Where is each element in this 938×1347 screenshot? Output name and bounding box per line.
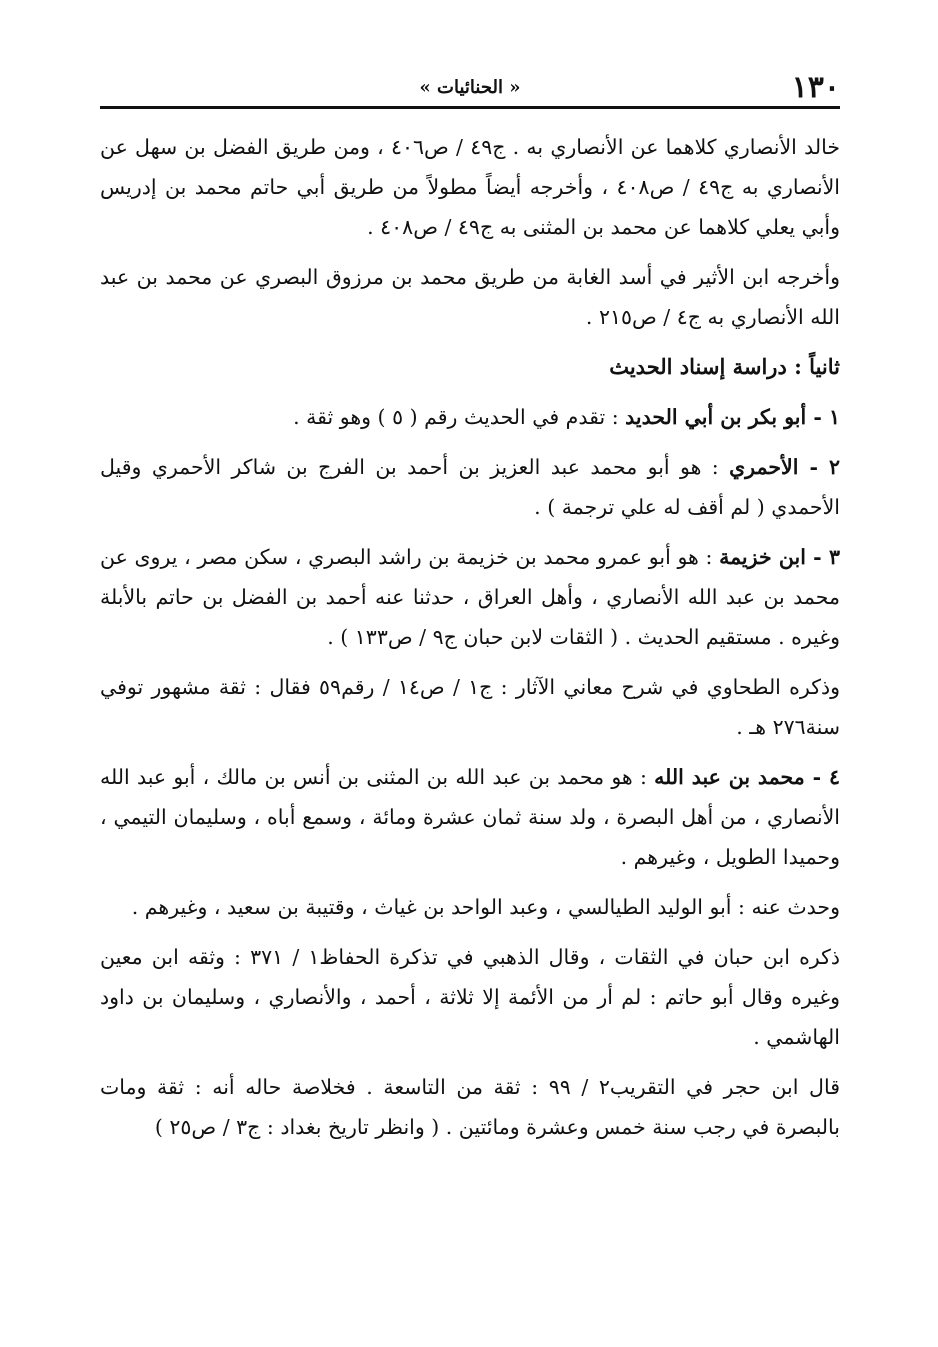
paragraph: قال ابن حجر في التقريب٢ / ٩٩ : ثقة من التاسعة . فخلاصة حاله أنه : ثقة ومات بالبصرة في رجب سنة خمس وعشرة ومائتين . ( وانظر تاريخ بغداد : ج٣ / ص٢٥ ) xyxy=(100,1075,840,1139)
section-heading: ثانياً : دراسة إسناد الحديث xyxy=(609,354,840,379)
narrator-entry-2 xyxy=(100,447,840,527)
narrator-entry-1 xyxy=(100,397,840,437)
narrator-text: : تقدم في الحديث رقم ( ٥ ) وهو ثقة . xyxy=(293,405,626,429)
running-title: « الحنائيات » xyxy=(419,77,521,98)
book-page xyxy=(100,70,840,1320)
narrator-text: : هو أبو عمرو محمد بن خزيمة بن راشد البصري ، سكن مصر ، يروى عن محمد بن عبد الله الأنصاري ، وأهل العراق ، حدثنا عنه أحمد بن الفضل بن حاتم بالأبلة وغيره . مستقيم الحديث . ( الثقات لابن حبان ج٩ / ص١٣٣ ) . xyxy=(100,545,840,649)
paragraph: خالد الأنصاري كلاهما عن الأنصاري به . ج٤٩ / ص٤٠٦ ، ومن طريق الفضل بن سهل عن الأنصاري به ج٤٩ / ص٤٠٨ ، وأخرجه أيضاً مطولاً من طريق أبي حاتم محمد بن إدريس وأبي يعلي كلاهما عن محمد بن المثنى به ج٤٩ / ص٤٠٨ . xyxy=(100,135,840,239)
page-header xyxy=(100,70,840,109)
narrator-name: ٣ - ابن خزيمة xyxy=(719,545,840,569)
narrator-name: ٢ - الأحمري xyxy=(729,455,840,479)
page-body xyxy=(100,127,840,1147)
paragraph: وأخرجه ابن الأثير في أسد الغابة من طريق محمد بن مرزوق البصري عن محمد بن عبد الله الأنصاري به ج٤ / ص٢١٥ . xyxy=(100,265,840,329)
paragraph: وحدث عنه : أبو الوليد الطيالسي ، وعبد الواحد بن غياث ، وقتيبة بن سعيد ، وغيرهم . xyxy=(131,895,840,919)
paragraph: وذكره الطحاوي في شرح معاني الآثار : ج١ / ص١٤ / رقم٥٩ فقال : ثقة مشهور توفي سنة٢٧٦ هـ . xyxy=(100,675,840,739)
narrator-entry-4 xyxy=(100,757,840,877)
paragraph: ذكره ابن حبان في الثقات ، وقال الذهبي في تذكرة الحفاظ١ / ٣٧١ : وثقه ابن معين وغيره وقال أبو حاتم : لم أر من الأئمة إلا ثلاثة ، أحمد ، والأنصاري ، وسليمان بن داود الهاشمي . xyxy=(100,945,841,1049)
narrator-name: ١ - أبو بكر بن أبي الحديد xyxy=(625,405,840,429)
narrator-text: : هو أبو محمد عبد العزيز بن أحمد بن الفرج بن شاكر الأحمري وقيل الأحمدي ( لم أقف له علي ترجمة ) . xyxy=(100,455,840,519)
narrator-name: ٤ - محمد بن عبد الله xyxy=(654,765,840,789)
page-number: ١٣٠ xyxy=(791,70,840,105)
narrator-entry-3 xyxy=(100,537,840,657)
narrator-text: : هو محمد بن عبد الله بن المثنى بن أنس بن مالك ، أبو عبد الله الأنصاري ، من أهل البصرة ، ولد سنة ثمان عشرة ومائة ، وسمع أباه ، وسليمان التيمي ، وحميدا الطويل ، وغيرهم . xyxy=(100,765,840,869)
